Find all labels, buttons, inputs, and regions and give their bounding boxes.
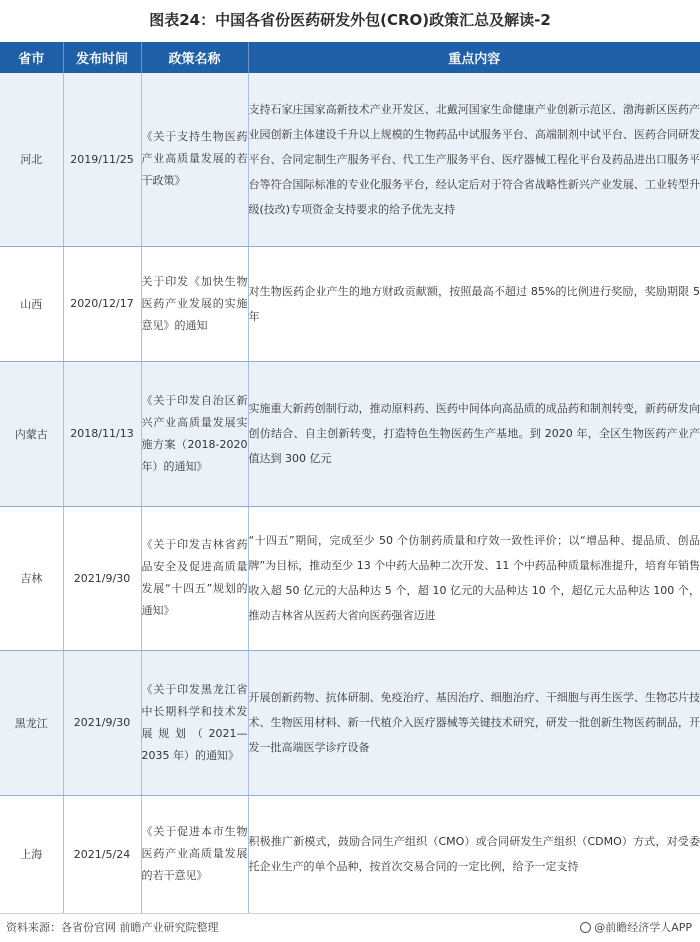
table-row <box>0 506 700 650</box>
cell-key-content: 开展创新药物、抗体研制、免疫治疗、基因治疗、细胞治疗、干细胞与再生医学、生物芯片技术、生物医用材料、新一代植介入医疗器械等关键技术研究，研发一批创新生物医药制品，开发一批高端医学诊疗设备 <box>248 650 700 795</box>
brand-text: @前瞻经济学人APP <box>594 921 692 934</box>
cell-key-content: 积极推广新模式，鼓励合同生产组织（CMO）或合同研发生产组织（CDMO）方式，对受委托企业生产的单个品种，按首次交易合同的一定比例，给予一定支持 <box>248 795 700 913</box>
cell-province: 内蒙古 <box>0 361 63 506</box>
cell-date: 2019/11/25 <box>63 73 141 246</box>
header-province: 省市 <box>0 42 63 73</box>
cell-date: 2020/12/17 <box>63 246 141 361</box>
cell-province: 山西 <box>0 246 63 361</box>
cell-key-content: “十四五”期间，完成至少 50 个仿制药质量和疗效一致性评价；以“增品种、提品质、创品牌”为目标，推动至少 13 个中药大品种二次开发、11 个中药品种质量标准提升，培育年销售收入超 50 亿元的大品种达 5 个，超 10 亿元的大品种达 10 个，超亿元大品种达 100 个，推动吉林省从医药大省向医药强省迈进 <box>248 506 700 650</box>
cell-province: 河北 <box>0 73 63 246</box>
header-key-content: 重点内容 <box>248 42 700 73</box>
cell-date: 2021/9/30 <box>63 650 141 795</box>
table-row <box>0 361 700 506</box>
cell-policy-name: 《关于印发黑龙江省中长期科学和技术发展规划（2021—2035 年）的通知》 <box>141 650 248 795</box>
policy-table <box>0 42 700 914</box>
cell-key-content: 支持石家庄国家高新技术产业开发区、北戴河国家生命健康产业创新示范区、渤海新区医药产业园创新主体建设千升以上规模的生物药品中试服务平台、高端制剂中试平台、医药合同研发平台、合同定制生产服务平台、代工生产服务平台、医疗器械工程化平台及药品进出口服务平台等符合国际标准的专业化服务平台，经认定后对于符合省战略性新兴产业发展、工业转型升级(技改)专项资金支持要求的给予优先支持 <box>248 73 700 246</box>
table-header-row <box>0 42 700 73</box>
cell-province: 黑龙江 <box>0 650 63 795</box>
source-note: 资料来源：各省份官网 前瞻产业研究院整理 <box>6 921 219 934</box>
cell-policy-name: 《关于促进本市生物医药产业高质量发展的若干意见》 <box>141 795 248 913</box>
header-date: 发布时间 <box>63 42 141 73</box>
table-row <box>0 650 700 795</box>
cell-province: 吉林 <box>0 506 63 650</box>
cell-date: 2021/9/30 <box>63 506 141 650</box>
cell-date: 2018/11/13 <box>63 361 141 506</box>
cell-key-content: 对生物医药企业产生的地方财政贡献额，按照最高不超过 85%的比例进行奖励，奖励期限 5 年 <box>248 246 700 361</box>
cell-policy-name: 《关于支持生物医药产业高质量发展的若干政策》 <box>141 73 248 246</box>
qianzhan-logo-icon <box>580 922 591 933</box>
cell-policy-name: 关于印发《加快生物医药产业发展的实施意见》的通知 <box>141 246 248 361</box>
table-row <box>0 73 700 246</box>
brand-label <box>580 919 692 935</box>
cell-date: 2021/5/24 <box>63 795 141 913</box>
cell-province: 上海 <box>0 795 63 913</box>
cell-policy-name: 《关于印发吉林省药品安全及促进高质量发展“十四五”规划的通知》 <box>141 506 248 650</box>
table-row <box>0 795 700 913</box>
cell-policy-name: 《关于印发自治区新兴产业高质量发展实施方案（2018-2020 年）的通知》 <box>141 361 248 506</box>
page-title: 图表24：中国各省份医药研发外包(CRO)政策汇总及解读-2 <box>149 11 551 29</box>
table-row <box>0 246 700 361</box>
footer <box>0 913 700 940</box>
cell-key-content: 实施重大新药创制行动，推动原料药、医药中间体向高品质的成品药和制剂转变，新药研发向创仿结合、自主创新转变，打造特色生物医药生产基地。到 2020 年，全区生物医药产业产值达到 300 亿元 <box>248 361 700 506</box>
header-policy-name: 政策名称 <box>141 42 248 73</box>
